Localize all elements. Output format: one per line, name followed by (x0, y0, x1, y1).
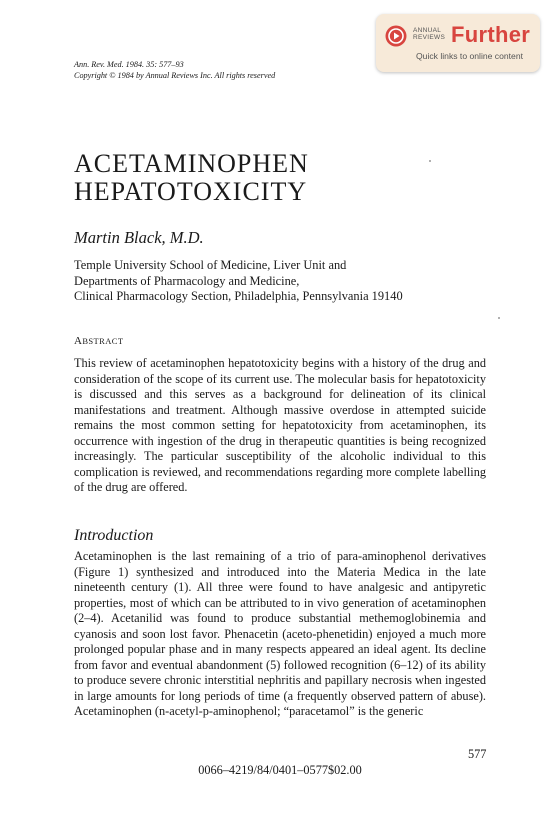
author-name: Martin Black, M.D. (74, 228, 204, 247)
affiliation (74, 258, 403, 305)
scan-speck (429, 160, 431, 162)
scan-speck (498, 317, 500, 319)
title-line: ACETAMINOPHEN (74, 149, 309, 178)
intro-paragraph: Acetaminophen is the last remaining of a trio of para-aminophenol derivatives (Figure 1) synthesized and introduced into the Materia Medica in the late nineteenth century (1). All three were found to have analgesic and antipyretic properties, most of which can be attributed to in vivo generation of acetaminophen (2–4). Acetanilid was found to produce substantial methemoglobinemia and cyanosis and soon lost favor. Phenacetin (aceto-phenetidin) enjoyed a much more prolonged popular phase and in many respects appeared an ideal agent. Its decline from favor and eventual abandonment (5) followed recognition (6–12) of its ability to produce severe chronic interstitial nephritis and papillary necrosis when ingested in large amounts for long periods of time (a frequently observed pattern of abuse). Acetaminophen (n-acetyl-p-aminophenol; “paracetamol” is the generic (74, 549, 486, 718)
affiliation-line: Temple University School of Medicine, Liver Unit and (74, 258, 347, 272)
affiliation-line: Clinical Pharmacology Section, Philadelphia, Pennsylvania 19140 (74, 289, 403, 304)
abstract-text: This review of acetaminophen hepatotoxicity begins with a history of the drug and consideration of the scope of its current use. The molecular basis for hepatotoxicity is discussed and this serves as a background for delineation of its clinical manifestations and treatment. Although massive overdose in attempted suicide remains the most common setting for hepatotoxicity from acetaminophen, its occurrence with ingestion of the drug in therapeutic quantities is being recognized increasingly. The particular susceptibility of the alcoholic individual to this complication is reviewed, and recommendations regarding more complete labelling of the drug are offered. (74, 356, 486, 494)
article-title (74, 150, 309, 206)
copyright-line: Copyright © 1984 by Annual Reviews Inc. All rights reserved (74, 71, 276, 80)
citation-line: Ann. Rev. Med. 1984. 35: 577–93 (74, 60, 184, 69)
abstract-heading (74, 335, 123, 347)
further-label: Further (451, 22, 531, 47)
affiliation-line: Departments of Pharmacology and Medicine, (74, 273, 300, 288)
title-line: HEPATOTOXICITY (74, 177, 308, 206)
page-number: 577 (468, 747, 487, 761)
reviews-word: REVIEWS (413, 34, 446, 41)
abstract-heading-rest: BSTRACT (82, 336, 124, 346)
annual-reviews-label (413, 27, 445, 41)
quick-links-label: Quick links to online content (416, 51, 524, 61)
further-badge[interactable] (376, 14, 540, 72)
annual-word: ANNUAL (413, 27, 442, 34)
annual-reviews-logo-icon (385, 25, 407, 47)
abstract-heading-initial: A (74, 335, 83, 347)
section-heading: Introduction (74, 527, 154, 544)
footer-code: 0066–4219/84/0401–0577$02.00 (198, 763, 362, 777)
journal-citation (74, 59, 275, 81)
